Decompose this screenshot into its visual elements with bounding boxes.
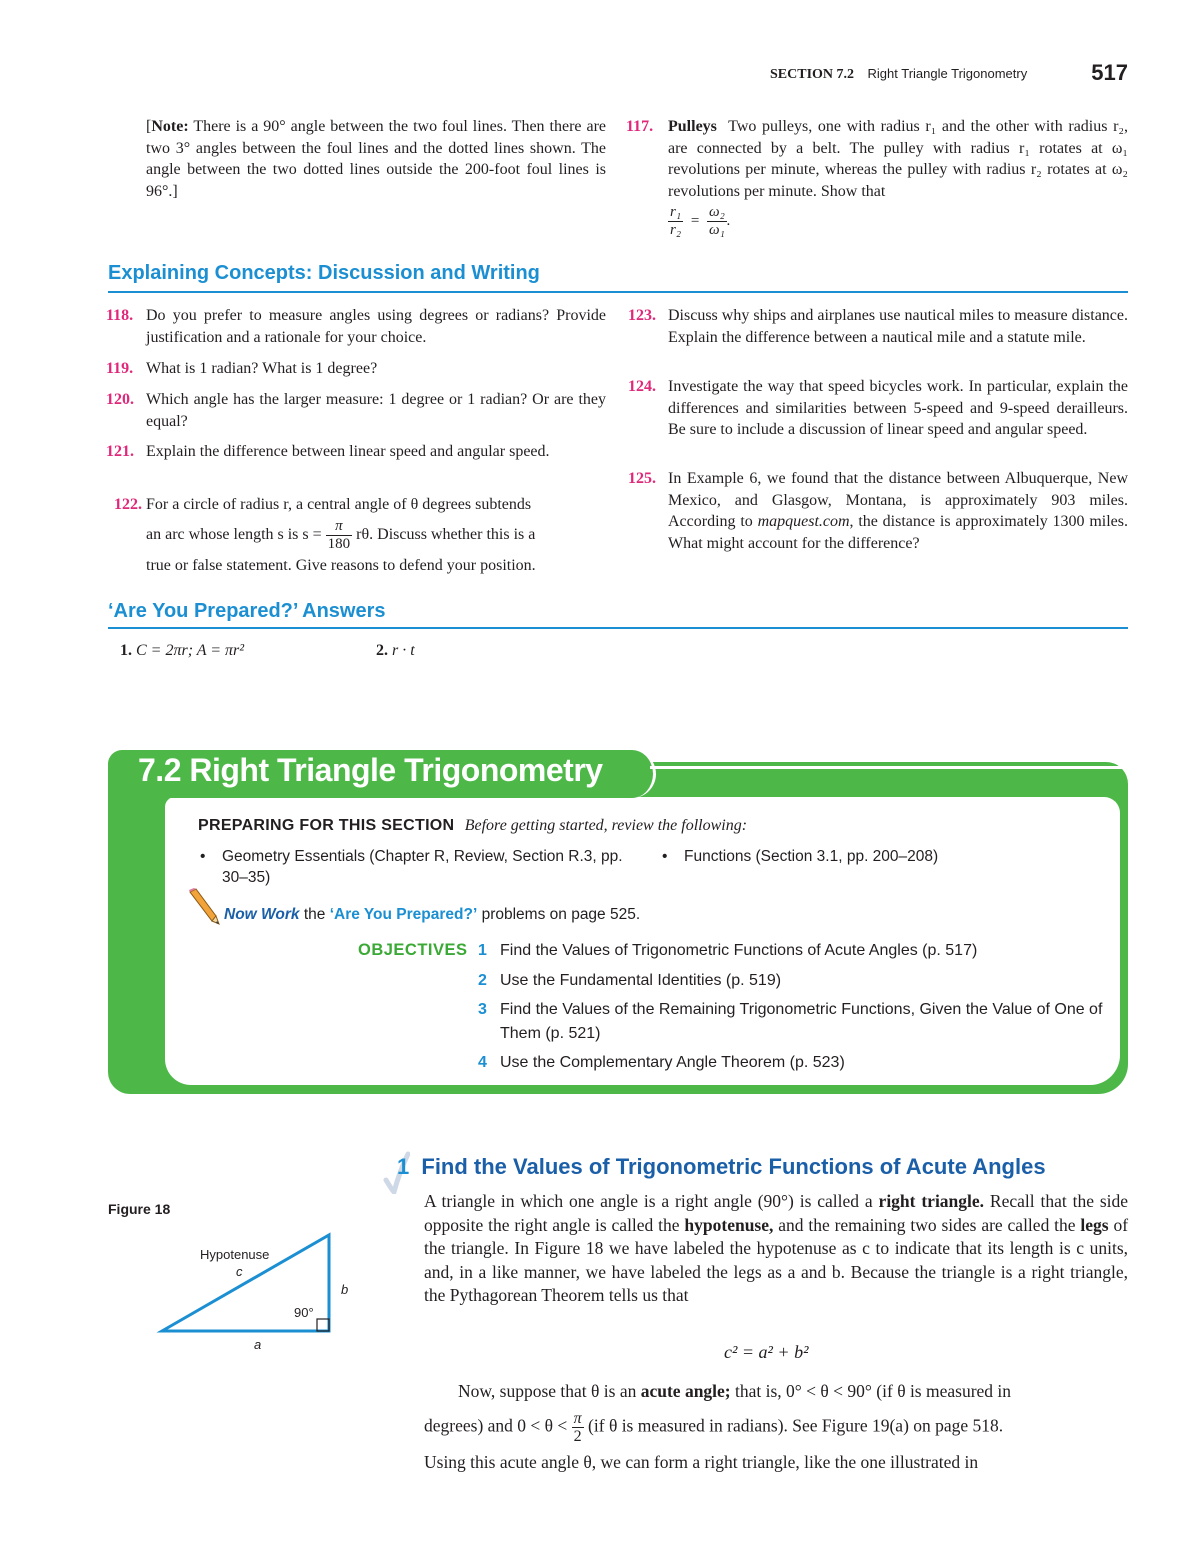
review-item-functions <box>662 846 1082 867</box>
exercise-124 <box>628 376 1128 441</box>
paragraph-text: (if θ is measured in radians). See Figure 19(a) on page 518. <box>588 1415 1004 1436</box>
exercise-117 <box>626 116 1129 202</box>
right-triangle-figure <box>150 1225 360 1355</box>
exercise-122 <box>114 494 606 576</box>
exercise-line: true or false statement. Give reasons to defend your position. <box>146 556 536 574</box>
pythagorean-equation: c² = a² + b² <box>724 1342 809 1362</box>
exercise-119 <box>106 358 606 380</box>
paragraph-text: Recall that the side opposite the right angle is called the <box>424 1191 1129 1235</box>
objective-text: Use the Complementary Angle Theorem (p. 523) <box>500 1054 845 1071</box>
subsection-heading <box>397 1154 1046 1180</box>
objective-number: 2 <box>478 972 487 989</box>
section-title-line <box>650 766 1128 769</box>
prepared-heading: ‘Are You Prepared?’ Answers <box>108 600 386 622</box>
term-legs: legs <box>1080 1214 1109 1235</box>
right-angle-marker <box>317 1319 329 1331</box>
right-angle-label: 90° <box>294 1305 314 1320</box>
ratio-right-numerator: ω₂ <box>709 204 725 220</box>
figure-caption: Figure 18 <box>108 1201 171 1217</box>
header-section-label: SECTION 7.2 <box>770 67 855 82</box>
review-text: Geometry Essentials (Chapter R, Review, Section R.3, pp. 30–35) <box>222 848 623 886</box>
foul-line-note: [Note: There is a 90° angle between the two foul lines. Then there are two 3° angles between the foul lines and the dotted lines shown. The angle between the two dotted lines outside the 200-foot foul lines is 96°.] <box>146 118 607 200</box>
exercise-text: Two pulleys, one with radius r₁ and the other with radius r₂, are connected by a belt. The pulley with radius r₁ rotates at ω₁ revolutions per minute, whereas the pulley with radius r₂ rotates at ω₂ revolutions per minute. Show that <box>668 118 1129 200</box>
pulley-ratio: $\frac{\text{r₁}}{\text{r₂}}$ = $\frac{\text{ω₂}}{\text{ω₁}}$ . <box>670 204 731 238</box>
preparing-line <box>198 817 747 835</box>
exercise-text: , the distance is approximately 1300 miles. What might account for the difference? <box>668 513 1128 552</box>
review-text: Functions (Section 3.1, pp. 200–208) <box>684 848 939 865</box>
paragraph-line: Using this acute angle θ, we can form a right triangle, like the one illustrated in <box>424 1451 979 1472</box>
answer-number: 1. <box>120 642 132 659</box>
side-b-label: b <box>341 1282 349 1297</box>
paragraph-text: and the remaining two sides are called the <box>778 1214 1076 1235</box>
objective-text: Find the Values of the Remaining Trigonometric Functions, Given the Value of One of Them (p. 521) <box>500 1001 1103 1042</box>
ratio-right-denominator: ω₁ <box>709 222 725 238</box>
exercise-120 <box>106 389 606 432</box>
exercise-text: Discuss why ships and airplanes use nautical miles to measure distance. Explain the difference between a nautical mile and a statute mile. <box>668 307 1128 346</box>
note-label: Note: <box>151 118 189 135</box>
exercise-number: 120. <box>106 391 134 408</box>
bullet: • <box>200 848 206 865</box>
exercise-number: 117. <box>626 118 654 135</box>
now-work-line <box>224 906 640 924</box>
exercise-123 <box>628 305 1128 348</box>
paragraph-text: of the triangle. In Figure 18 we have labeled the hypotenuse as c to indicate that its length is c units, and, in a like manner, we have labeled the legs as a and b. Because the triangle is a right triangle, the Pythagorean Theorem tells us that <box>424 1214 1129 1305</box>
hypotenuse-label: Hypotenuse <box>200 1247 270 1262</box>
exercise-text: rθ. Discuss whether this is a <box>356 525 536 543</box>
exercise-text: Which angle has the larger measure: 1 degree or 1 radian? Or are they equal? <box>146 391 606 430</box>
mapquest-link: mapquest.com <box>757 513 850 530</box>
heading-rule <box>108 627 1128 629</box>
objective-text: Use the Fundamental Identities (p. 519) <box>500 972 782 989</box>
term-hypotenuse: hypotenuse, <box>684 1214 774 1235</box>
ratio-left-numerator: r₁ <box>670 204 682 220</box>
exercise-number: 123. <box>628 307 656 324</box>
discussion-heading: Explaining Concepts: Discussion and Writing <box>108 262 540 284</box>
paragraph-right-triangle <box>424 1190 1128 1308</box>
paragraph-text: that is, 0° < θ < 90° (if θ is measured in <box>735 1381 1012 1401</box>
side-c-label: c <box>236 1264 243 1279</box>
term-acute-angle: acute angle; <box>640 1381 731 1401</box>
answer-1 <box>120 642 244 660</box>
fraction-denominator: 2 <box>573 1427 582 1445</box>
preparing-label: PREPARING FOR THIS SECTION <box>198 817 455 834</box>
exercise-text: Explain the difference between linear speed and angular speed. <box>146 443 550 460</box>
now-work-label: Now Work <box>224 906 300 923</box>
objective-number: 3 <box>478 1001 487 1018</box>
exercise-125 <box>628 468 1128 554</box>
section-title: 7.2 Right Triangle Trigonometry <box>138 752 603 788</box>
paragraph-line <box>424 1380 1128 1404</box>
ratio-left-denominator: r₂ <box>670 222 682 238</box>
objectives-label: OBJECTIVES <box>358 941 468 959</box>
exercise-118 <box>106 305 606 348</box>
objective-number: 4 <box>478 1054 487 1071</box>
page-number: 517 <box>1091 60 1128 85</box>
note-text: There is a 90° angle between the two foul lines. Then there are two 3° angles between the foul lines and the dotted lines shown. The angle between the two dotted lines outside the 200-foot foul lines is 96°. <box>146 118 607 200</box>
paragraph-text: Now, suppose that θ is an <box>458 1381 637 1401</box>
bullet: • <box>662 848 668 865</box>
side-a-label: a <box>254 1337 262 1352</box>
paragraph-line <box>424 1410 1128 1445</box>
ratio-equals: = <box>690 212 700 229</box>
answer-number: 2. <box>376 642 388 659</box>
exercise-number: 121. <box>106 443 134 460</box>
exercise-text: What is 1 radian? What is 1 degree? <box>146 360 378 377</box>
exercise-line: For a circle of radius r, a central angle of θ degrees subtends <box>146 496 532 513</box>
pencil-icon <box>186 888 222 928</box>
paragraph-text: degrees) and 0 < θ < <box>424 1415 568 1436</box>
exercise-121 <box>106 441 606 463</box>
formula-numerator: π <box>326 518 353 536</box>
exercise-number: 119. <box>106 360 134 377</box>
objective-text: Find the Values of Trigonometric Functions of Acute Angles (p. 517) <box>500 942 978 959</box>
exercise-text: Investigate the way that speed bicycles work. In particular, explain the differences and similarities between 5-speed and 9-speed derailleurs. Be sure to include a discussion of linear speed and angular speed. <box>668 378 1128 438</box>
exercise-title: Pulleys <box>668 118 717 135</box>
exercise-text: Do you prefer to measure angles using degrees or radians? Provide justification and a rationale for your choice. <box>146 307 606 346</box>
now-work-the: the <box>303 906 326 923</box>
fraction-numerator: π <box>573 1409 582 1427</box>
exercise-number: 124. <box>628 378 656 395</box>
header-section-title: Right Triangle Trigonometry <box>867 66 1028 81</box>
now-work-ayp: ‘Are You Prepared?’ <box>329 906 478 923</box>
answer-2 <box>376 642 415 660</box>
review-item-geometry <box>200 846 630 888</box>
objective-number: 1 <box>478 942 487 959</box>
running-header <box>770 60 1130 85</box>
term-right-triangle: right triangle. <box>878 1191 985 1211</box>
exercise-text: an arc whose length s is s = <box>146 525 322 543</box>
paragraph-text: A triangle in which one angle is a right angle (90°) is called a <box>424 1191 873 1211</box>
exercise-number: 122. <box>114 496 142 513</box>
exercise-formula-line <box>146 518 606 553</box>
preparing-text: Before getting started, review the following: <box>464 817 748 834</box>
subsection-number: 1 <box>397 1154 410 1179</box>
answer-text: C = 2πr; A = πr² <box>136 642 245 659</box>
now-work-text: problems on page 525. <box>481 906 641 923</box>
exercise-text: In Example 6, we found that the distance between Albuquerque, New Mexico, and Glasgow, Montana, is approximately 903 miles. According to <box>668 470 1128 530</box>
exercise-number: 118. <box>106 307 134 324</box>
subsection-title: Find the Values of Trigonometric Functions of Acute Angles <box>421 1154 1046 1179</box>
paragraph-acute-angle <box>424 1380 1128 1474</box>
answer-text: r · t <box>392 642 415 659</box>
exercise-number: 125. <box>628 470 656 487</box>
heading-rule <box>108 291 1128 293</box>
formula-denominator: 180 <box>327 535 351 552</box>
